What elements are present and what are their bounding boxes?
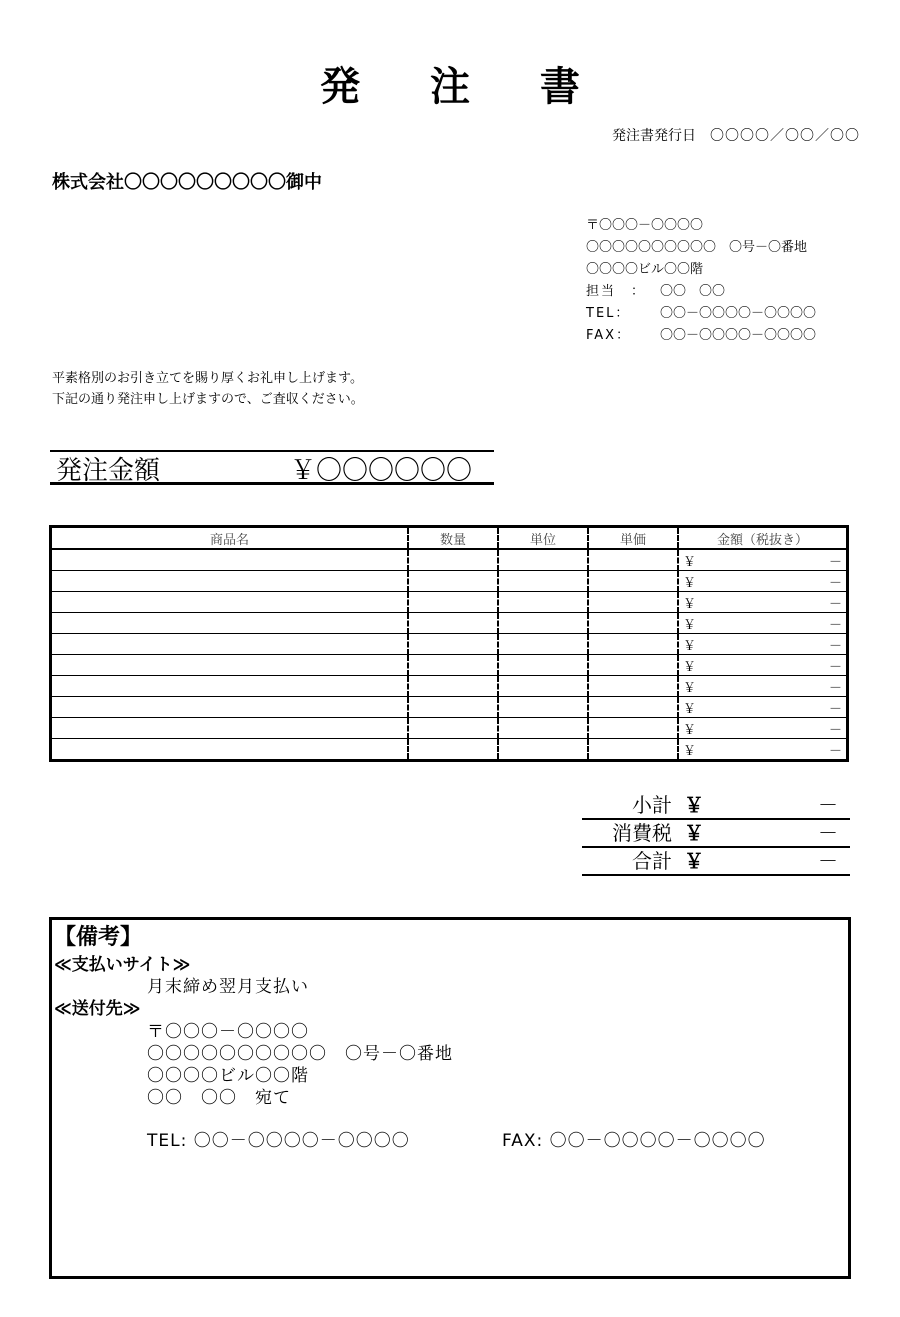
header-product-name: 商品名 <box>51 527 409 550</box>
table-row <box>51 739 848 761</box>
cell-amount-value: － <box>828 575 842 591</box>
cell-amount-yen: ￥ <box>683 659 697 675</box>
cell-unit[interactable] <box>498 592 588 613</box>
cell-product-name[interactable] <box>51 739 409 761</box>
cell-unit-price[interactable] <box>588 655 678 676</box>
items-body <box>51 549 848 761</box>
totals-block <box>582 792 850 876</box>
ship-postal: 〒〇〇〇－〇〇〇〇 <box>147 1022 309 1042</box>
cell-amount-yen: ￥ <box>683 575 697 591</box>
cell-quantity[interactable] <box>408 571 498 592</box>
cell-amount-value: － <box>828 680 842 696</box>
ship-fax-label: FAX: <box>502 1131 544 1151</box>
ship-tel-label: TEL: <box>147 1131 188 1151</box>
table-row <box>51 697 848 718</box>
cell-amount-yen: ￥ <box>683 722 697 738</box>
table-row <box>51 676 848 697</box>
cell-quantity[interactable] <box>408 739 498 761</box>
cell-unit-price[interactable] <box>588 718 678 739</box>
ship-address: 〇〇〇〇〇〇〇〇〇〇 〇号－〇番地 <box>147 1044 453 1064</box>
cell-unit-price[interactable] <box>588 676 678 697</box>
ship-fax <box>502 1126 766 1151</box>
sender-fax-label: FAX： <box>586 328 632 343</box>
cell-unit-price[interactable] <box>588 613 678 634</box>
table-row <box>51 634 848 655</box>
ship-attention: 〇〇 〇〇 宛て <box>147 1088 291 1108</box>
table-row <box>51 655 848 676</box>
cell-amount-value: － <box>828 617 842 633</box>
cell-quantity[interactable] <box>408 655 498 676</box>
cell-quantity[interactable] <box>408 697 498 718</box>
greeting <box>52 368 364 410</box>
cell-amount-value: － <box>828 722 842 738</box>
cell-quantity[interactable] <box>408 718 498 739</box>
cell-amount-value: － <box>828 638 842 654</box>
cell-unit[interactable] <box>498 549 588 571</box>
table-row <box>51 549 848 571</box>
cell-amount <box>678 718 848 739</box>
items-table <box>49 525 849 762</box>
cell-amount-value: － <box>828 596 842 612</box>
header-unit: 単位 <box>498 527 588 550</box>
sender-block <box>586 215 816 347</box>
cell-amount-yen: ￥ <box>683 638 697 654</box>
cell-unit[interactable] <box>498 613 588 634</box>
cell-quantity[interactable] <box>408 592 498 613</box>
table-row <box>51 718 848 739</box>
tax-row <box>582 820 850 848</box>
sender-tel <box>586 303 816 325</box>
cell-quantity[interactable] <box>408 676 498 697</box>
cell-product-name[interactable] <box>51 697 409 718</box>
cell-amount-yen: ￥ <box>683 617 697 633</box>
tax-yen: ￥ <box>684 821 704 845</box>
cell-unit-price[interactable] <box>588 697 678 718</box>
cell-product-name[interactable] <box>51 676 409 697</box>
total-value: － <box>818 849 838 873</box>
cell-amount-value: － <box>828 701 842 717</box>
cell-amount <box>678 592 848 613</box>
cell-amount-yen: ￥ <box>683 596 697 612</box>
sender-tel-label: TEL： <box>586 306 631 321</box>
cell-amount-yen: ￥ <box>683 554 697 570</box>
cell-quantity[interactable] <box>408 634 498 655</box>
table-row <box>51 613 848 634</box>
table-row <box>51 571 848 592</box>
sender-address: 〇〇〇〇〇〇〇〇〇〇 〇号－〇番地 <box>586 240 808 255</box>
cell-unit-price[interactable] <box>588 592 678 613</box>
cell-amount-yen: ￥ <box>683 680 697 696</box>
sender-contact <box>586 281 816 303</box>
cell-product-name[interactable] <box>51 718 409 739</box>
subtotal-value: － <box>818 793 838 817</box>
cell-product-name[interactable] <box>51 634 409 655</box>
cell-unit[interactable] <box>498 739 588 761</box>
header-unit-price: 単価 <box>588 527 678 550</box>
cell-product-name[interactable] <box>51 592 409 613</box>
ship-tel <box>147 1126 410 1151</box>
notes-box <box>49 917 851 1279</box>
issue-date-label: 発注書発行日 <box>612 128 696 144</box>
cell-product-name[interactable] <box>51 655 409 676</box>
cell-amount <box>678 634 848 655</box>
cell-amount <box>678 655 848 676</box>
sender-postal: 〒〇〇〇－〇〇〇〇 <box>586 218 704 233</box>
cell-amount-value: － <box>828 659 842 675</box>
cell-unit-price[interactable] <box>588 739 678 761</box>
cell-amount <box>678 571 848 592</box>
order-amount-value: ￥〇〇〇〇〇〇 <box>290 456 473 486</box>
total-label: 合計 <box>632 849 672 873</box>
cell-unit[interactable] <box>498 718 588 739</box>
items-header-row <box>51 527 848 550</box>
greeting-line-2: 下記の通り発注申し上げますので、ご査収ください。 <box>52 392 364 407</box>
ship-fax-value: 〇〇－〇〇〇〇－〇〇〇〇 <box>549 1131 766 1151</box>
order-amount-box <box>50 450 494 485</box>
notes-heading: 【備考】 <box>54 925 143 950</box>
total-yen: ￥ <box>684 849 704 873</box>
tax-label: 消費税 <box>612 821 672 845</box>
subtotal-label: 小計 <box>632 793 672 817</box>
sender-fax-value: 〇〇－〇〇〇〇－〇〇〇〇 <box>660 328 817 343</box>
greeting-line-1: 平素格別のお引き立てを賜り厚くお礼申し上げます。 <box>52 371 363 386</box>
cell-unit[interactable] <box>498 697 588 718</box>
cell-unit-price[interactable] <box>588 571 678 592</box>
ship-heading: ≪送付先≫ <box>54 999 141 1019</box>
sender-building: 〇〇〇〇ビル〇〇階 <box>586 262 704 277</box>
sender-tel-value: 〇〇－〇〇〇〇－〇〇〇〇 <box>660 306 817 321</box>
cell-product-name[interactable] <box>51 549 409 571</box>
cell-product-name[interactable] <box>51 613 409 634</box>
document-title: 発 注 書 <box>320 64 608 110</box>
cell-amount <box>678 739 848 761</box>
sender-fax <box>586 325 816 347</box>
ship-building: 〇〇〇〇ビル〇〇階 <box>147 1066 309 1086</box>
sender-contact-label: 担当 ： <box>586 284 647 299</box>
cell-amount <box>678 697 848 718</box>
cell-amount-value: － <box>828 743 842 759</box>
order-amount-label: 発注金額 <box>56 456 161 486</box>
payment-terms: 月末締め翌月支払い <box>147 977 309 997</box>
cell-amount <box>678 549 848 571</box>
sender-contact-value: 〇〇 〇〇 <box>660 284 726 299</box>
recipient-name: 株式会社〇〇〇〇〇〇〇〇〇御中 <box>52 172 322 193</box>
subtotal-yen: ￥ <box>684 793 704 817</box>
cell-unit[interactable] <box>498 634 588 655</box>
cell-amount-yen: ￥ <box>683 701 697 717</box>
ship-tel-value: 〇〇－〇〇〇〇－〇〇〇〇 <box>193 1131 410 1151</box>
issue-date <box>612 125 860 145</box>
cell-amount-value: － <box>828 554 842 570</box>
cell-quantity[interactable] <box>408 549 498 571</box>
cell-quantity[interactable] <box>408 613 498 634</box>
table-row <box>51 592 848 613</box>
cell-unit-price[interactable] <box>588 549 678 571</box>
payment-heading: ≪支払いサイト≫ <box>54 955 191 975</box>
cell-unit-price[interactable] <box>588 634 678 655</box>
tax-value: － <box>818 821 838 845</box>
total-row <box>582 848 850 876</box>
cell-unit[interactable] <box>498 571 588 592</box>
cell-amount <box>678 613 848 634</box>
subtotal-row <box>582 792 850 820</box>
issue-date-value: 〇〇〇〇／〇〇／〇〇 <box>710 128 860 144</box>
cell-unit[interactable] <box>498 676 588 697</box>
cell-amount-yen: ￥ <box>683 743 697 759</box>
cell-product-name[interactable] <box>51 571 409 592</box>
cell-unit[interactable] <box>498 655 588 676</box>
header-amount: 金額（税抜き） <box>678 527 848 550</box>
header-quantity: 数量 <box>408 527 498 550</box>
cell-amount <box>678 676 848 697</box>
